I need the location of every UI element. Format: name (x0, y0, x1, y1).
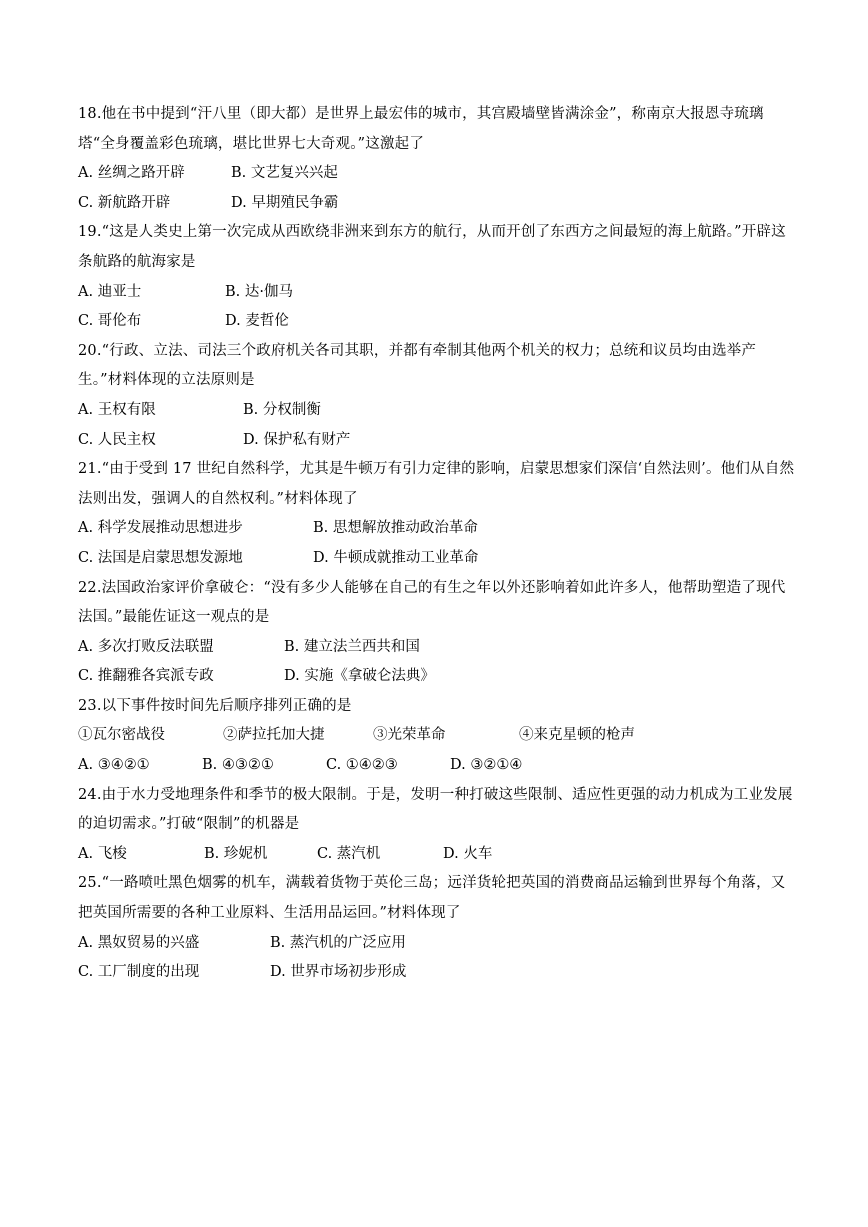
option-row (78, 189, 798, 219)
option-d: D. 实施《拿破仑法典》 (284, 668, 435, 685)
option-a: A. 王权有限 (78, 401, 156, 418)
option-c: C. 人民主权 (78, 431, 156, 448)
option-a: A. 科学发展推动思想进步 (78, 520, 243, 537)
question-25 (78, 869, 798, 987)
question-stem: 22.法国政治家评价拿破仑：“没有多少人能够在自己的有生之年以外还影响着如此许多人，他帮助塑造了现代法国。”最能佐证这一观点的是 (78, 579, 786, 626)
option-d: D. 世界市场初步形成 (270, 964, 407, 981)
option-a: A. 丝绸之路开辟 (78, 165, 185, 182)
event-item: ④来克星顿的枪声 (519, 727, 635, 744)
event-item: ③光荣革命 (373, 727, 446, 744)
question-stem: 25.“一路喷吐黑色烟雾的机车，满载着货物于英伦三岛；远洋货轮把英国的消费商品运输到世界每个角落，又把英国所需要的各种工业原料、生活用品运回。”材料体现了 (78, 875, 786, 922)
option-row (78, 958, 798, 988)
option-a: A. 黑奴贸易的兴盛 (78, 934, 200, 951)
event-item: ①瓦尔密战役 (78, 727, 165, 744)
event-item: ②萨拉托加大捷 (223, 727, 325, 744)
option-c: C. 推翻雅各宾派专政 (78, 668, 214, 685)
option-a: A. 迪亚士 (78, 283, 142, 300)
question-19 (78, 218, 798, 336)
question-20 (78, 337, 798, 455)
option-c: C. 蒸汽机 (317, 845, 381, 862)
option-b: B. 思想解放推动政治革命 (313, 520, 478, 537)
question-22 (78, 574, 798, 692)
question-stem: 19.“这是人类史上第一次完成从西欧绕非洲来到东方的航行，从而开创了东西方之间最短的海上航路。”开辟这条航路的航海家是 (78, 224, 786, 270)
option-row (78, 662, 798, 692)
option-row (78, 278, 798, 308)
option-row (78, 514, 798, 544)
option-c: C. 法国是启蒙思想发源地 (78, 549, 243, 566)
question-21 (78, 455, 798, 573)
option-b: B. 建立法兰西共和国 (284, 638, 420, 655)
option-d: D. 保护私有财产 (243, 431, 351, 448)
option-b: B. ④③②① (202, 757, 274, 774)
option-row (78, 633, 798, 663)
option-row (78, 840, 798, 870)
option-c: C. 工厂制度的出现 (78, 964, 200, 981)
question-stem: 18.他在书中提到“汗八里（即大都）是世界上最宏伟的城市，其宫殿墙壁皆满涂金”，称南京大报恩寺琉璃塔“全身覆盖彩色琉璃，堪比世界七大奇观。”这激起了 (78, 106, 764, 152)
question-24 (78, 781, 798, 870)
event-list (78, 721, 798, 751)
option-d: D. 牛顿成就推动工业革命 (313, 549, 479, 566)
option-a: A. 飞梭 (78, 845, 127, 862)
option-row (78, 751, 798, 781)
option-row (78, 929, 798, 959)
option-c: C. 哥伦布 (78, 313, 142, 330)
question-stem: 21.“由于受到 17 世纪自然科学，尤其是牛顿万有引力定律的影响，启蒙思想家们深信‘自然法则’。他们从自然法则出发，强调人的自然权利。”材料体现了 (78, 461, 795, 507)
option-b: B. 文艺复兴兴起 (231, 165, 338, 182)
option-c: C. ①④②③ (326, 757, 398, 774)
option-b: B. 珍妮机 (204, 845, 268, 862)
option-b: B. 分权制衡 (243, 401, 321, 418)
option-row (78, 307, 798, 337)
option-a: A. 多次打败反法联盟 (78, 638, 214, 655)
question-stem: 20.“行政、立法、司法三个政府机关各司其职，并都有牵制其他两个机关的权力；总统和议员均由选举产生。”材料体现的立法原则是 (78, 342, 757, 389)
option-row (78, 159, 798, 189)
question-23 (78, 692, 798, 781)
option-d: D. 麦哲伦 (225, 313, 289, 330)
option-d: D. 早期殖民争霸 (231, 194, 339, 211)
question-18 (78, 100, 798, 218)
question-stem: 23.以下事件按时间先后顺序排列正确的是 (78, 697, 352, 714)
question-stem: 24.由于水力受地理条件和季节的极大限制。于是，发明一种打破这些限制、适应性更强的动力机成为工业发展的迫切需求。”打破“限制”的机器是 (78, 786, 793, 833)
option-row (78, 396, 798, 426)
option-a: A. ③④②① (78, 757, 150, 774)
option-row (78, 426, 798, 456)
option-d: D. 火车 (443, 845, 493, 862)
option-c: C. 新航路开辟 (78, 194, 171, 211)
option-row (78, 544, 798, 574)
question-list (78, 100, 798, 988)
option-d: D. ③②①④ (450, 757, 523, 774)
option-b: B. 蒸汽机的广泛应用 (270, 934, 406, 951)
option-b: B. 达·伽马 (225, 283, 293, 300)
